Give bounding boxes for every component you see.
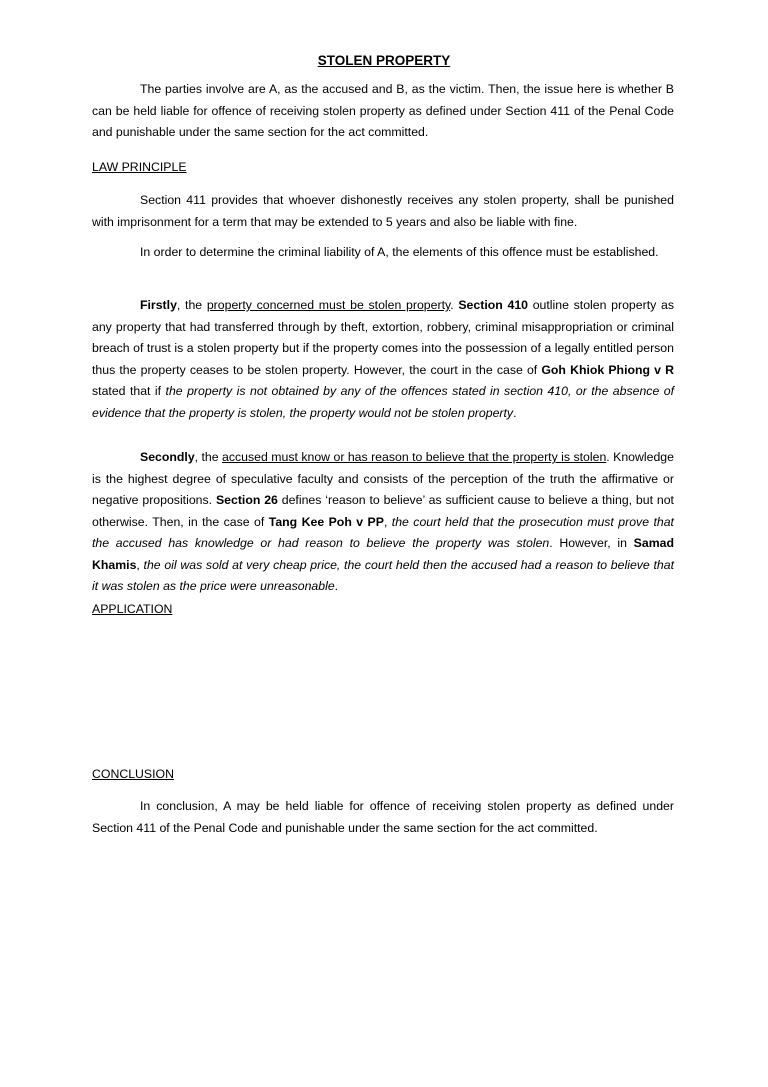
first-element: property concerned must be stolen property (206, 298, 451, 312)
case-tang-kee-poh: Tang Kee Poh v PP (268, 514, 384, 529)
section-411-paragraph: Section 411 provides that whoever dishonestly receives any stolen property, shall be punished with imprisonment for a term that may be extended to 5 years and also be liable with fine. (92, 193, 674, 229)
second-element: accused must know or has reason to believe that the property is stolen (222, 450, 607, 464)
section-410-ref: Section 410 (458, 298, 528, 312)
case-samad-khamis: Samad Khamis (92, 536, 674, 572)
case-goh-khiok-phiong: Goh Khiok Phiong v R (541, 362, 675, 377)
document-title: STOLEN PROPERTY (317, 53, 451, 68)
goh-holding: the property is not obtained by any of the offences stated in section 410, or the absence of evidence that the property is stolen, the property would not be stolen property (92, 384, 674, 420)
conclusion-heading: CONCLUSION (92, 767, 174, 781)
tang-holding: the court held that the prosecution must prove that the accused has knowledge or had reason to believe the property was stolen (92, 514, 674, 550)
secondly-paragraph: Secondly, the accused must know or has reason to believe that the property is stolen. Knowledge is the highest degree of speculative faculty and consists of the perception of the truth the affirmative or negative propositions. Section 26 defines ‘reason to believe’ as sufficient cause to believe a thing, but not otherwise. Then, in the case of Tang Kee Poh v PP, the court held that the prosecution must prove that the accused has knowledge or had reason to believe the property was stolen. However, in Samad Khamis, the oil was sold at very cheap price, the court held then the accused had a reason to believe that it was stolen as the price were unreasonable. (92, 450, 674, 593)
application-heading: APPLICATION (92, 602, 173, 616)
conclusion-paragraph: In conclusion, A may be held liable for offence of receiving stolen property as defined under Section 411 of the Penal Code and punishable under the same section for the act committed. (92, 799, 674, 835)
secondly-lead: Secondly (140, 450, 195, 464)
firstly-lead: Firstly (140, 298, 177, 312)
law-principle-heading: LAW PRINCIPLE (92, 160, 187, 174)
samad-holding: the oil was sold at very cheap price, the court held then the accused had a reason to believe that it was stolen as the price were unreasonable (92, 557, 674, 593)
section-26-ref: Section 26 (215, 493, 278, 507)
firstly-paragraph: Firstly, the property concerned must be stolen property. Section 410 outline stolen property as any property that had transferred through by theft, extortion, robbery, criminal misappropriation or criminal breach of trust is a stolen property but if the property comes into the possession of a legally entitled person thus the property ceases to be stolen property. However, the court in the case of Goh Khiok Phiong v R stated that if the property is not obtained by any of the offences stated in section 410, or the absence of evidence that the property is stolen, the property would not be stolen property. (92, 298, 675, 420)
intro-paragraph: The parties involve are A, as the accused and B, as the victim. Then, the issue here is whether B can be held liable for offence of receiving stolen property as defined under Section 411 of the Penal Code and punishable under the same section for the act committed. (92, 82, 674, 139)
elements-intro-paragraph: In order to determine the criminal liability of A, the elements of this offence must be established. (140, 245, 659, 259)
